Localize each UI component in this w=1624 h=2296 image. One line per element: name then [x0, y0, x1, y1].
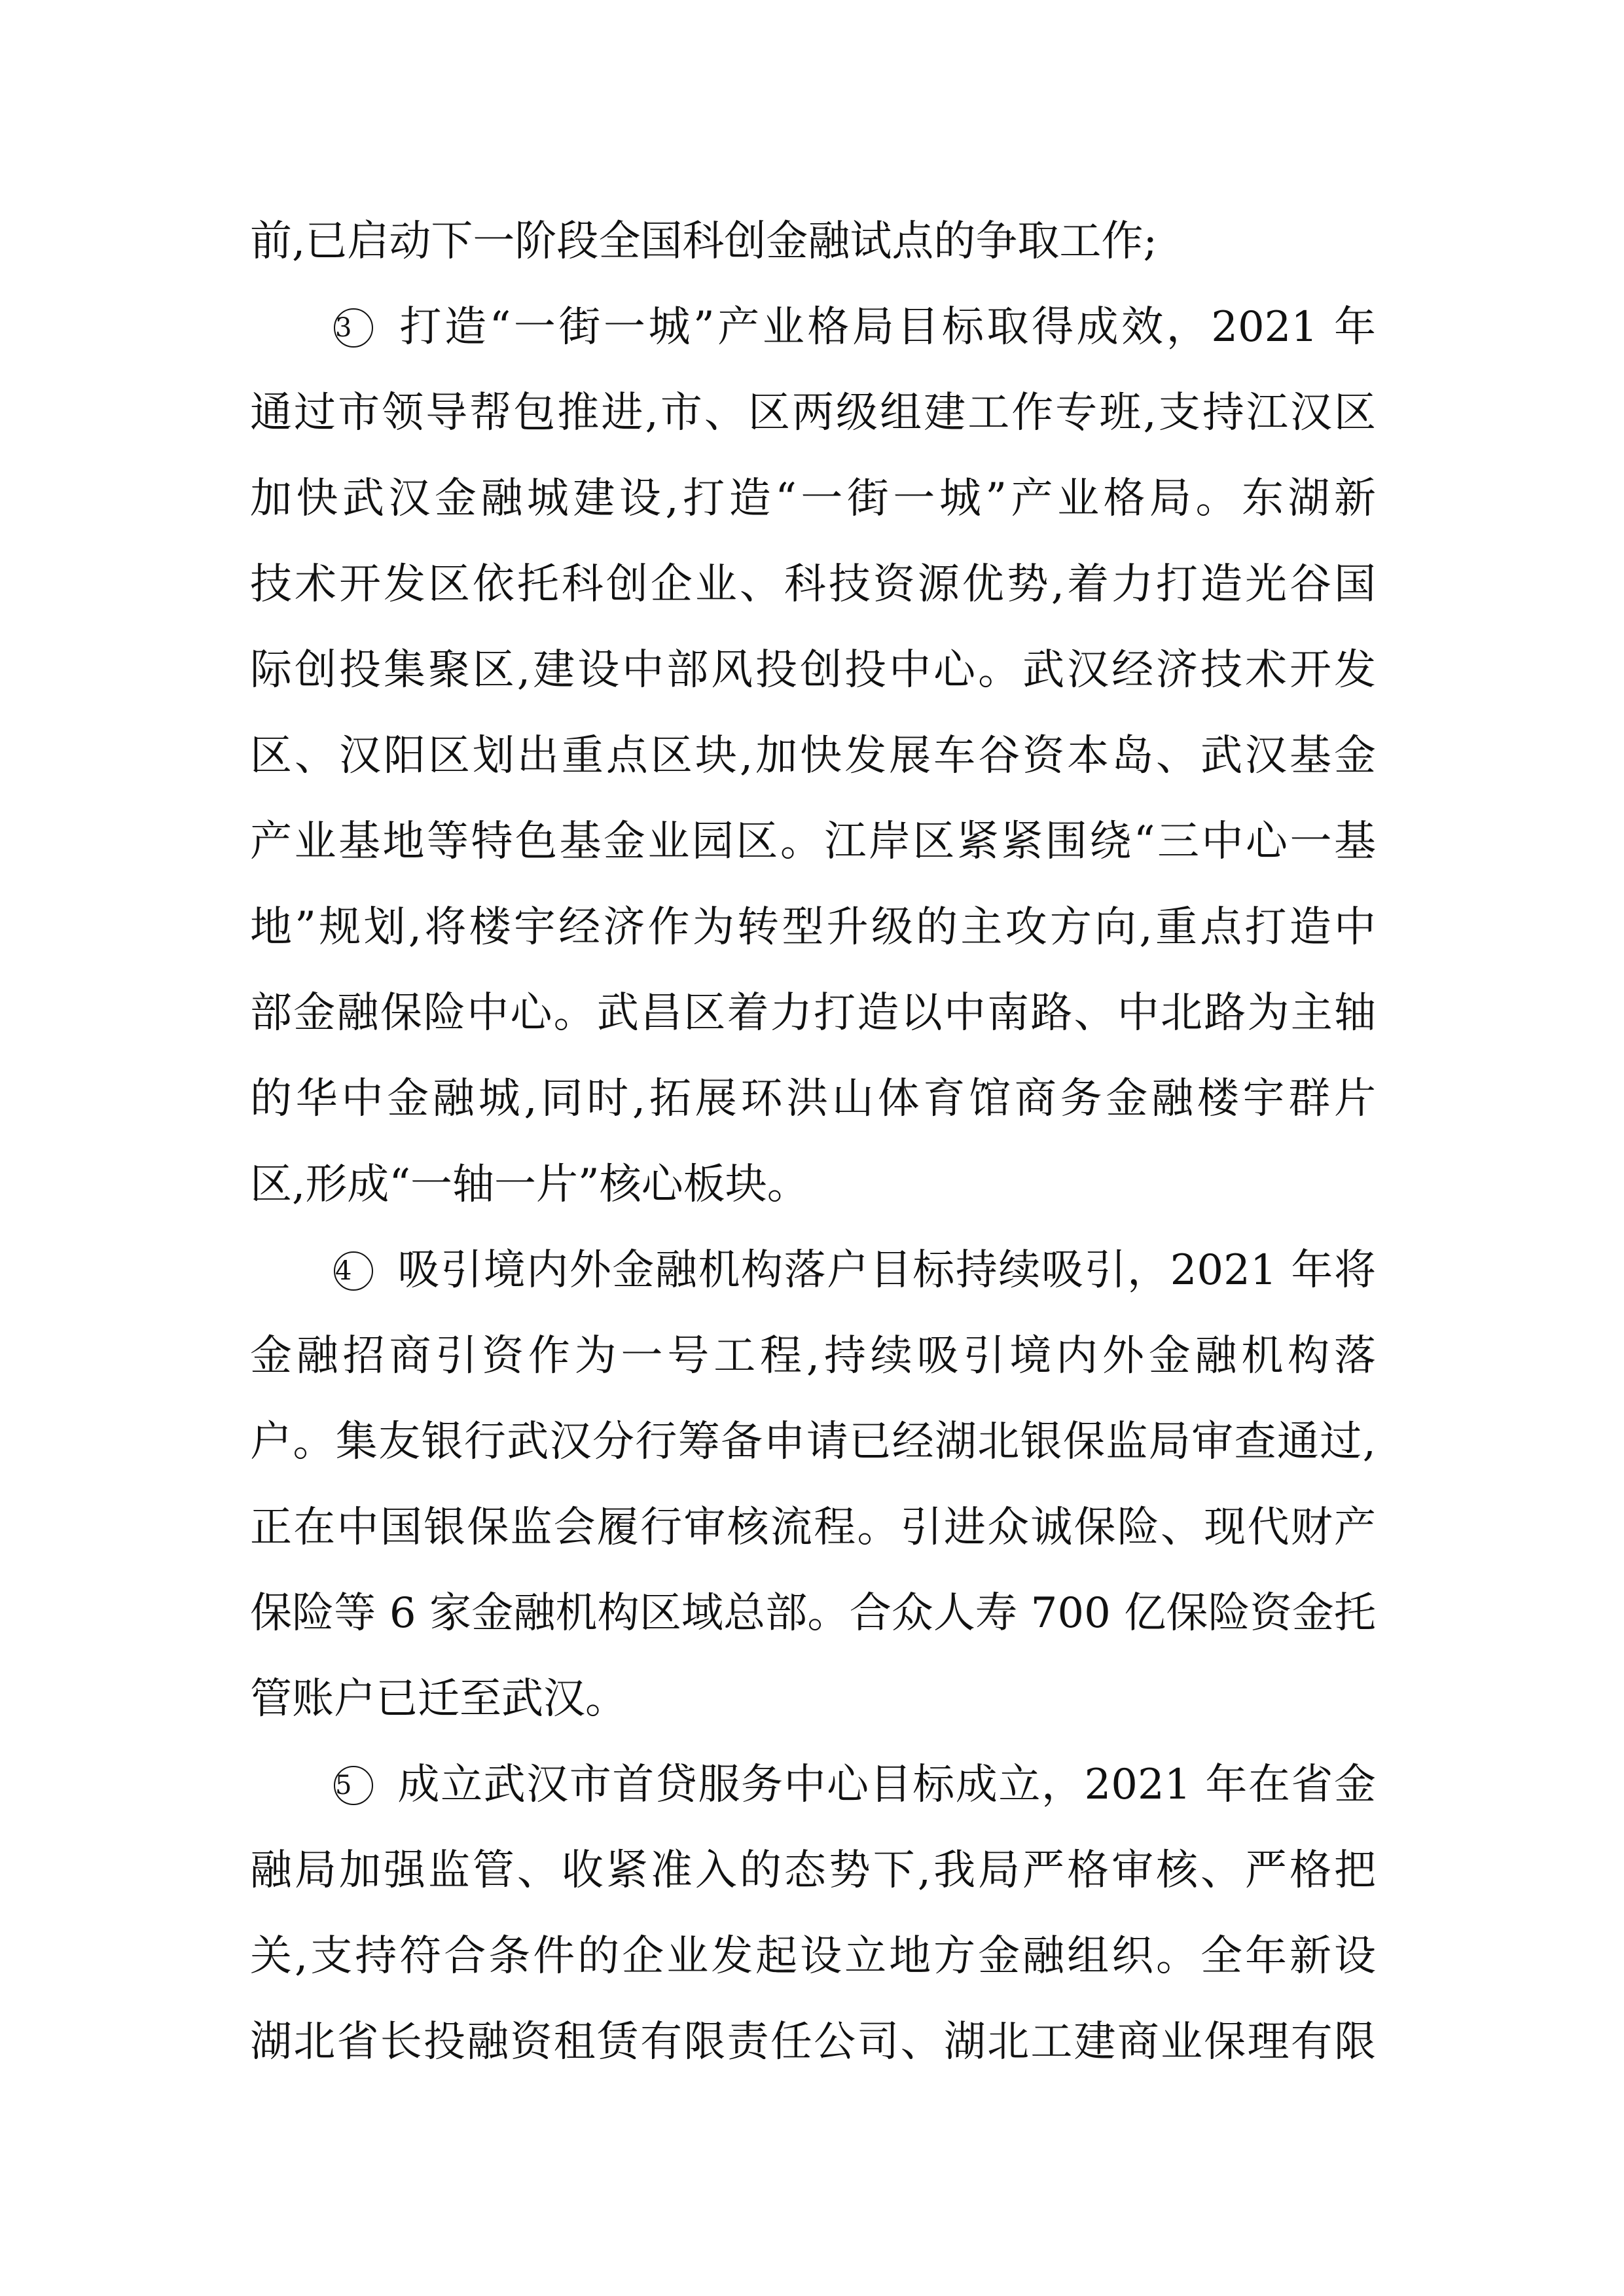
text-line: 地”规划,将楼宇经济作为转型升级的主攻方向,重点打造中: [250, 903, 1376, 952]
text-line: 前,已启动下一阶段全国科创金融试点的争取工作;: [250, 217, 1157, 266]
text-line: 保险等 6 家金融机构区域总部。合众人寿 700 亿保险资金托: [250, 1589, 1376, 1638]
text-line: 湖北省长投融资租赁有限责任公司、湖北工建商业保理有限: [250, 2018, 1376, 2066]
text-line: 的华中金融城,同时,拓展环洪山体育馆商务金融楼宇群片: [250, 1075, 1376, 1123]
text-line: 管账户已迁至武汉。: [250, 1675, 627, 1723]
text-line: 部金融保险中心。武昌区着力打造以中南路、中北路为主轴: [250, 989, 1376, 1037]
text-line: 金融招商引资作为一号工程,持续吸引境内外金融机构落: [250, 1332, 1376, 1380]
text-line: 区,形成“一轴一片”核心板块。: [250, 1160, 809, 1209]
text-line: 产业基地等特色基金业园区。江岸区紧紧围绕“三中心一基: [250, 817, 1376, 866]
text-line: 正在中国银保监会履行审核流程。引进众诚保险、现代财产: [250, 1503, 1376, 1552]
circled-number-4: 4: [334, 1251, 373, 1291]
text-line: 通过市领导帮包推进,市、区两级组建工作专班,支持江汉区: [250, 389, 1376, 437]
text-line: 技术开发区依托科创企业、科技资源优势,着力打造光谷国: [250, 560, 1376, 609]
text-line: 加快武汉金融城建设,打造“一街一城”产业格局。东湖新: [250, 475, 1376, 523]
text-line: 际创投集聚区,建设中部风投创投中心。武汉经济技术开发: [250, 646, 1376, 694]
list-item-3-first-line: [334, 288, 1376, 367]
list-item-5-first-line: [334, 1746, 1376, 1824]
text-run: 打造“一街一城”产业格局目标取得成效，2021 年: [397, 303, 1376, 351]
list-item-4-first-line: [334, 1231, 1376, 1310]
text-line: 关,支持符合条件的企业发起设立地方金融组织。全年新设: [250, 1932, 1376, 1981]
text-line: 融局加强监管、收紧准入的态势下,我局严格审核、严格把: [250, 1846, 1376, 1895]
text-line: 户。集友银行武汉分行筹备申请已经湖北银保监局审查通过,: [250, 1418, 1376, 1466]
text-run: 成立武汉市首贷服务中心目标成立，2021 年在省金: [397, 1761, 1376, 1809]
text-run: 吸引境内外金融机构落户目标持续吸引，2021 年将: [397, 1246, 1376, 1295]
text-line: 区、汉阳区划出重点区块,加快发展车谷资本岛、武汉基金: [250, 732, 1376, 780]
circled-number-3: 3: [334, 308, 373, 348]
circled-number-5: 5: [334, 1766, 373, 1805]
